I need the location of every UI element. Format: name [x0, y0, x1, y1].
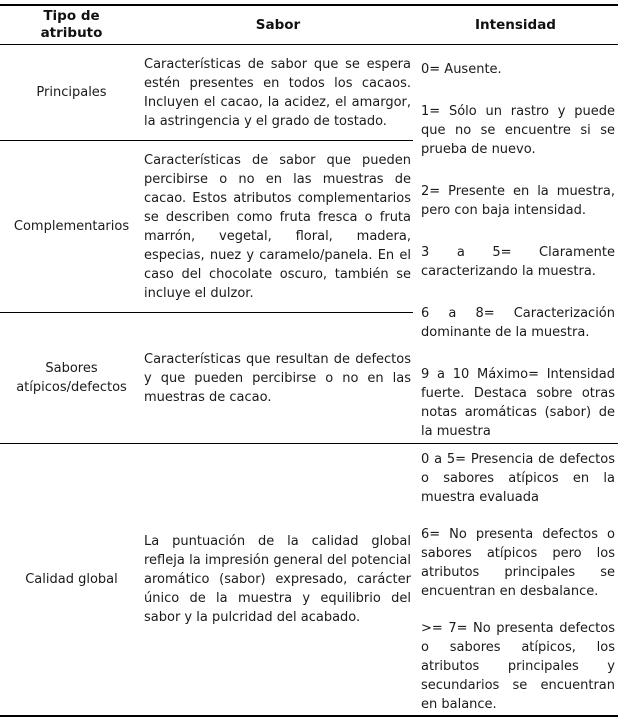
column-header-tipo-de-atributo-label: Tipo de atributo	[40, 8, 103, 41]
attribute-type-cell: Sabores atípicos/defectos	[0, 313, 143, 444]
table-row-calidad-global	[0, 444, 618, 716]
intensity-level: 2= Presente en la muestra, pero con baja intensidad.	[421, 184, 615, 218]
intensity-level: 9 a 10 Máximo= Intensidad fuerte. Destaca sobre otras notas aromáticas (sabor) de la muestra	[421, 367, 615, 439]
column-header-tipo-de-atributo	[0, 5, 143, 45]
flavor-description-cell: La puntuación de la calidad global refleja la impresión general del potencial aromático (sabor) expresado, carácter único de la muestra y equilibrio del sabor y la pulcridad del acabado.	[144, 533, 411, 625]
document-page	[0, 4, 618, 720]
flavor-description-cell: Características que resultan de defectos y que pueden percibirse o no en las muestras de cacao.	[143, 313, 413, 444]
intensity-flavor-scale-cell	[413, 45, 618, 444]
cacao-attribute-table	[0, 4, 618, 717]
intensity-level: 0= Ausente.	[421, 62, 502, 77]
attribute-type-cell: Complementarios	[0, 141, 143, 313]
intensity-quality-scale-cell	[413, 444, 618, 716]
flavor-description-cell: Características de sabor que pueden percibirse o no en las muestras de cacao. Estos atributos complementarios se describen como fruta fresca o fruta marrón, vegetal, floral, madera, especias, nuez y caramelo/panela. En el caso del chocolate oscuro, también se incluye el dulzor.	[143, 141, 413, 313]
intensity-level: 6= No presenta defectos o sabores atípicos pero los atributos principales se encuentran en desbalance.	[421, 527, 615, 599]
attribute-type-cell: Calidad global	[25, 571, 118, 587]
intensity-level: 1= Sólo un rastro y puede que no se encuentre si se prueba de nuevo.	[421, 104, 615, 157]
intensity-level: 6 a 8= Caracterización dominante de la muestra.	[421, 306, 615, 340]
intensity-level: 0 a 5= Presencia de defectos o sabores atípicos en la muestra evaluada	[421, 452, 615, 505]
header-row	[0, 5, 618, 45]
column-header-sabor: Sabor	[143, 5, 413, 45]
table-row-principales	[0, 45, 618, 141]
intensity-level: 3 a 5= Claramente caracterizando la muestra.	[421, 245, 615, 279]
attribute-type-cell: Principales	[0, 45, 143, 141]
intensity-level: >= 7= No presenta defectos o sabores atípicos, los atributos principales y secundarios se encuentran en balance.	[421, 621, 615, 712]
flavor-description-cell: Características de sabor que se espera estén presentes en todos los cacaos. Incluyen el cacao, la acidez, el amargor, la astringencia y el grado de tostado.	[143, 45, 413, 141]
column-header-intensidad: Intensidad	[413, 5, 618, 45]
